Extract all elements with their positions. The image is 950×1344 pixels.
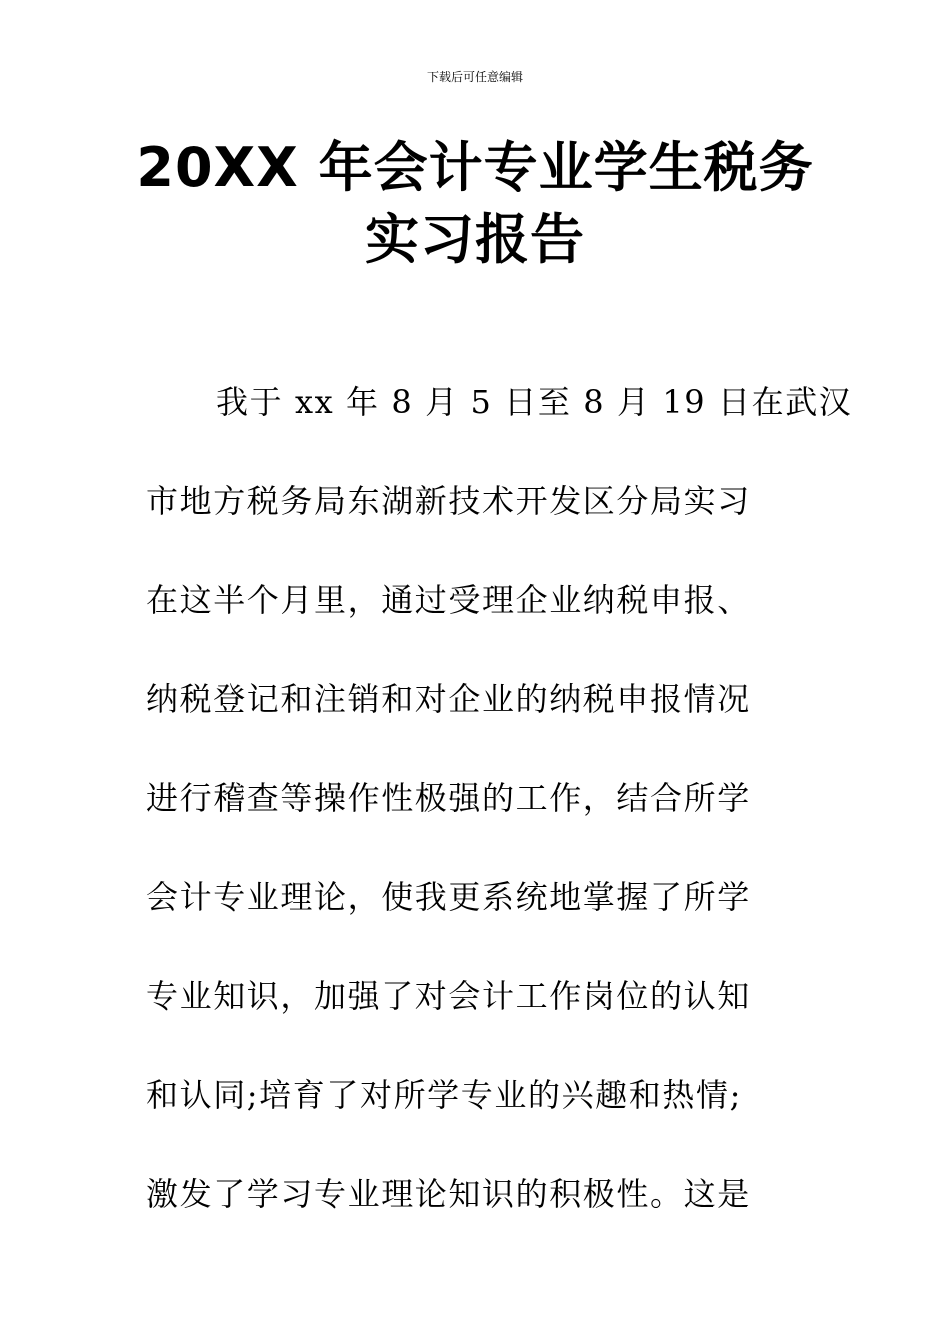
paragraph-line: 会计专业理论，使我更系统地掌握了所学 xyxy=(146,878,751,916)
paragraph-line: 纳税登记和注销和对企业的纳税申报情况 xyxy=(146,680,751,718)
title-line-1: 20XX 年会计专业学生税务 xyxy=(136,136,814,199)
header-note: 下载后可任意编辑 xyxy=(426,70,523,84)
paragraph-line: 专业知识，加强了对会计工作岗位的认知 xyxy=(146,977,751,1015)
body-paragraph xyxy=(146,370,853,1261)
title-line-2: 实习报告 xyxy=(365,208,585,271)
paragraph-line: 我于 xx 年 8 月 5 日至 8 月 19 日在武汉 xyxy=(216,383,853,421)
paragraph-line: 进行稽查等操作性极强的工作，结合所学 xyxy=(146,779,751,817)
paragraph-line: 在这半个月里，通过受理企业纳税申报、 xyxy=(146,581,751,619)
document-title xyxy=(120,132,830,276)
paragraph-line: 市地方税务局东湖新技术开发区分局实习 xyxy=(146,482,751,520)
paragraph-line: 和认同;培育了对所学专业的兴趣和热情; xyxy=(146,1076,742,1114)
paragraph-line: 激发了学习专业理论知识的积极性。这是 xyxy=(146,1175,751,1213)
